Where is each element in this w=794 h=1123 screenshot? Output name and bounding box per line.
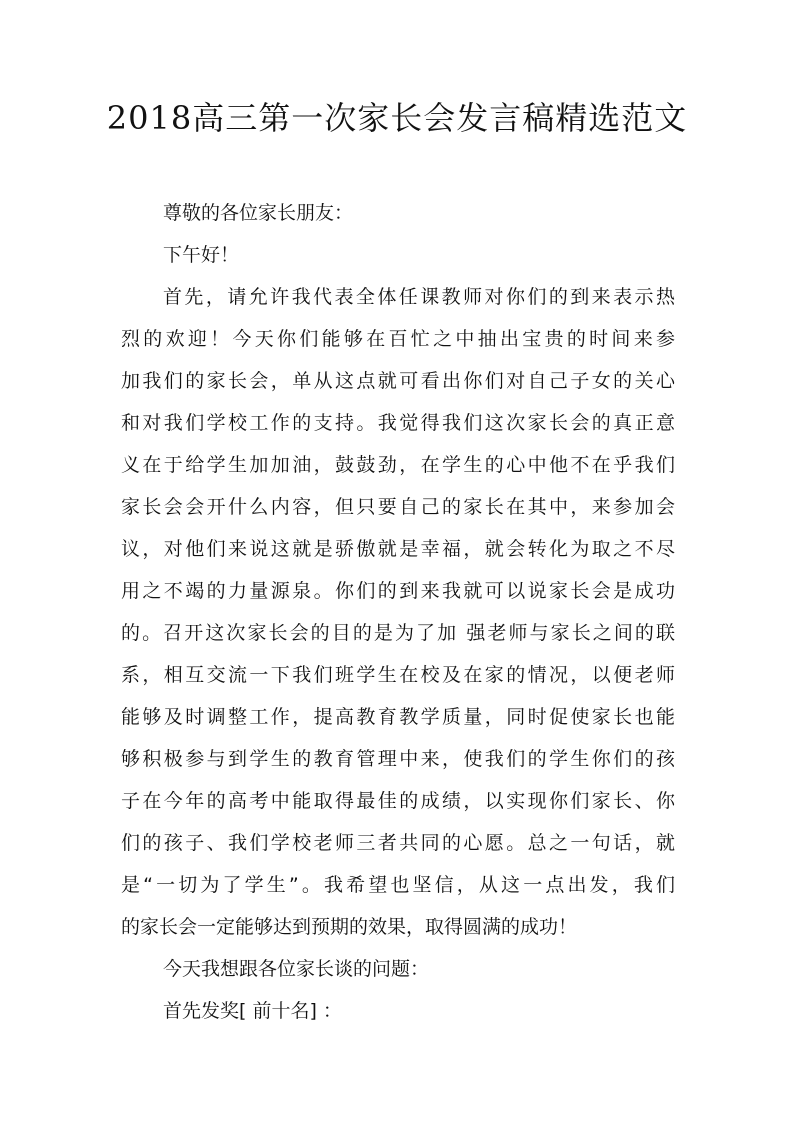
text-line: 系，相互交流一下我们班学生在校及在家的情况，以便老师 bbox=[121, 664, 675, 686]
text-line: 议，对他们来说这就是骄傲就是幸福，就会转化为取之不尽 bbox=[121, 538, 675, 560]
text-line: 下午好！ bbox=[163, 244, 240, 266]
text-line: 今天我想跟各位家长谈的问题： bbox=[163, 958, 430, 980]
topic-intro-paragraph bbox=[121, 948, 675, 990]
text-line: 能够及时调整工作，提高教育教学质量，同时促使家长也能 bbox=[121, 706, 675, 728]
text-line: 义在于给学生加加油，鼓鼓劲，在学生的心中他不在乎我们 bbox=[121, 454, 675, 476]
main-paragraph bbox=[121, 276, 675, 948]
text-line: 加我们的家长会，单从这点就可看出你们对自己子女的关心 bbox=[121, 370, 675, 392]
text-line: 子在今年的高考中能取得最佳的成绩，以实现你们家长、你 bbox=[121, 790, 675, 812]
greeting-paragraph bbox=[121, 192, 675, 234]
text-line: 尊敬的各位家长朋友： bbox=[163, 202, 354, 224]
text-line: 是“一切为了学生”。我希望也坚信，从这一点出发，我们 bbox=[121, 874, 675, 896]
text-line: 用之不竭的力量源泉。你们的到来我就可以说家长会是成功 bbox=[121, 580, 675, 602]
text-line: 的。召开这次家长会的目的是为了加 强老师与家长之间的联 bbox=[121, 622, 675, 644]
greeting-afternoon-paragraph bbox=[121, 234, 675, 276]
document-title: 2018高三第一次家长会发言稿精选范文 bbox=[106, 99, 688, 137]
text-line: 烈的欢迎！今天你们能够在百忙之中抽出宝贵的时间来参 bbox=[121, 328, 675, 350]
text-line: 们的孩子、我们学校老师三者共同的心愿。总之一句话，就 bbox=[121, 832, 675, 854]
document-body bbox=[121, 192, 675, 1032]
awards-paragraph bbox=[121, 990, 675, 1032]
text-line: 家长会会开什么内容，但只要自己的家长在其中，来参加会 bbox=[121, 496, 675, 518]
text-line: 够积极参与到学生的教育管理中来，使我们的学生你们的孩 bbox=[121, 748, 675, 770]
text-line: 和对我们学校工作的支持。我觉得我们这次家长会的真正意 bbox=[121, 412, 675, 434]
text-line: 首先发奖[ 前十名] ： bbox=[163, 1000, 342, 1022]
text-line: 首先，请允许我代表全体任课教师对你们的到来表示热 bbox=[163, 286, 675, 308]
text-line: 的家长会一定能够达到预期的效果，取得圆满的成功！ bbox=[121, 916, 578, 938]
